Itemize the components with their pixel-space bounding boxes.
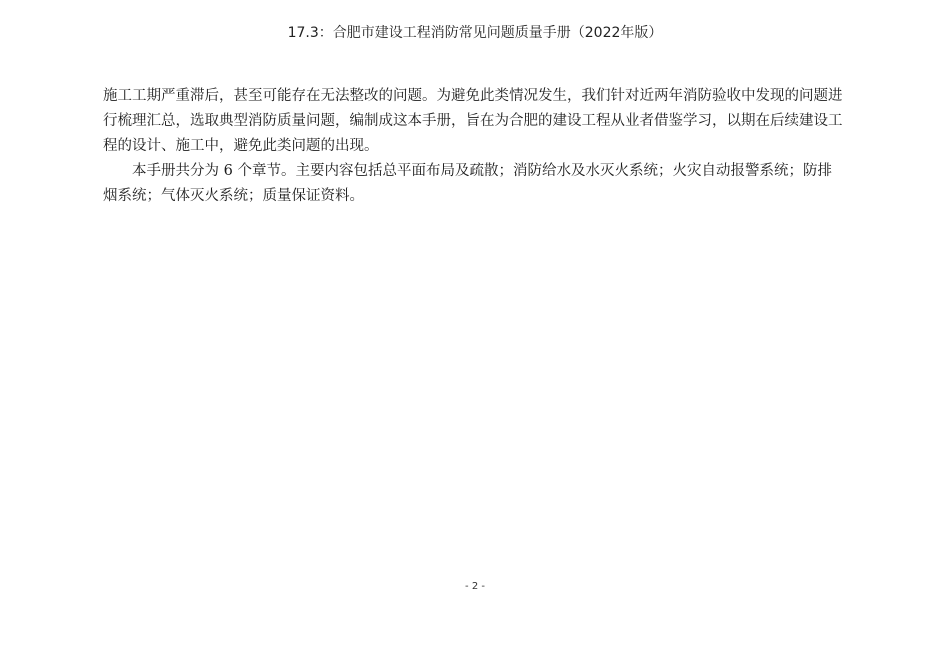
- body-paragraph-continuation: 施工工期严重滞后，甚至可能存在无法整改的问题。为避免此类情况发生，我们针对近两年消防验收中发现的问题进行梳理汇总，选取典型消防质量问题，编制成这本手册，旨在为合肥的建设工程从业者借鉴学习，以期在后续建设工程的设计、施工中，避免此类问题的出现。: [103, 88, 843, 154]
- document-body: [103, 84, 843, 209]
- body-paragraph-chapters: 本手册共分为 6 个章节。主要内容包括总平面布局及疏散；消防给水及水灭火系统；火灾自动报警系统；防排烟系统；气体灭火系统；质量保证资料。: [103, 163, 832, 204]
- page-header: [0, 22, 950, 42]
- document-title: 17.3：合肥市建设工程消防常见问题质量手册（2022年版）: [287, 25, 663, 41]
- page-number: - 2 -: [465, 581, 485, 592]
- page-footer: [0, 581, 950, 592]
